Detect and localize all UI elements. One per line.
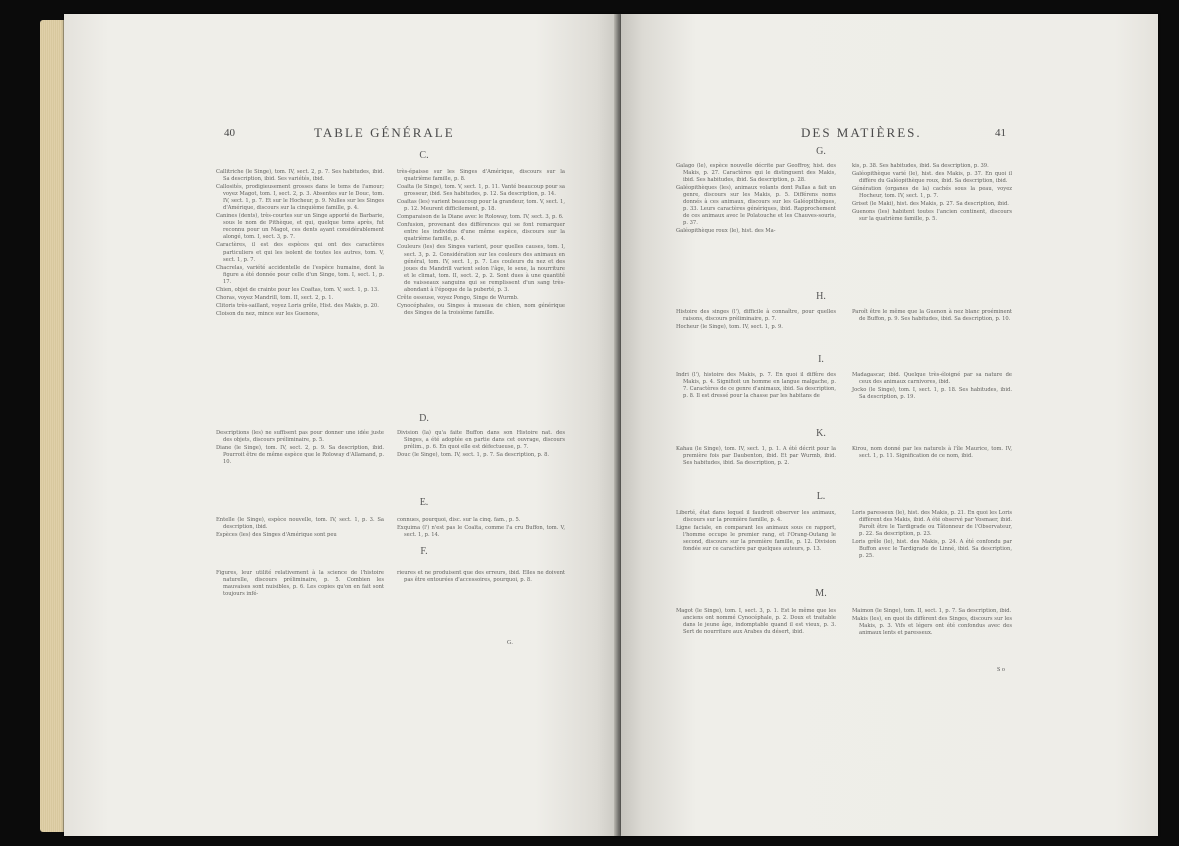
- running-head: TABLE GÉNÉRALE: [314, 125, 455, 140]
- index-entry: Kahau (le Singe), tom. IV, sect. 1, p. 1. A été décrit pour la première fois par Daubenton, ibid. Et par Wurmb, ibid. Ses habitudes, ibid. Sa description, p. 2.: [676, 446, 836, 467]
- index-entry: Coaïta (le Singe), tom. V, sect. 1, p. 11. Vanté beaucoup pour sa grosseur, ibid. Ses habitudes, p. 12. Sa description, p. 14.: [397, 184, 565, 198]
- section-l-column-1: [676, 510, 836, 554]
- index-entry: Jocko (le Singe), tom. I, sect. 1, p. 18. Ses habitudes, ibid. Sa description, p. 19.: [852, 387, 1012, 401]
- index-entry: Espèces (les) des Singes d'Amérique sont peu: [216, 532, 337, 539]
- page-number: 40: [224, 127, 235, 139]
- signature-mark: S o: [997, 667, 1005, 673]
- index-entry: kis, p. 38. Ses habitudes, ibid. Sa description, p. 39.: [852, 163, 989, 169]
- index-entry: Crête osseuse, voyez Pongo, Singe de Wurmb.: [397, 294, 519, 301]
- section-i-column-1: [676, 372, 836, 401]
- page-number: 41: [995, 127, 1006, 139]
- page-block-edge: [40, 20, 66, 832]
- index-entry: Cloison du nez, mince sur les Guenons,: [216, 310, 320, 317]
- index-entry: Loris grêle (le), hist. des Makis, p. 24. A été confondu par Buffon avec le Tardigrade de Linné, ibid. Sa description, p. 25.: [852, 539, 1012, 560]
- section-e-column-2: [397, 517, 565, 540]
- index-entry: Loris paresseux (le), hist. des Makis, p. 21. En quoi les Loris diffèrent des Makis, ibid. A été observé par Vosmaer, ibid. Paroît être le Tardigrade ou Tâtonneur de l'Observateur, p. 22. Sa description, p. 23.: [852, 510, 1012, 538]
- index-entry: Kirou, nom donné par les naturels à l'île Maurice, tom. IV, sect. 1, p. 11. Signification de ce nom, ibid.: [852, 446, 1012, 460]
- signature-mark: G.: [507, 640, 513, 646]
- index-entry: Maimon (le Singe), tom. II, sect. 1, p. 7. Sa description, ibid.: [852, 608, 1012, 614]
- section-g-column-2: [852, 163, 1012, 224]
- index-entry: très-épaisse sur les Singes d'Amérique, discours sur la quatrième famille, p. 8.: [397, 169, 565, 183]
- section-d-column-2: [397, 430, 565, 460]
- index-entry: Paroît être le même que la Guenon à nez blanc proéminent de Buffon, p. 9. Ses habitudes, ibid. Sa description, p. 10.: [852, 309, 1012, 323]
- running-head: DES MATIÈRES.: [801, 125, 922, 140]
- index-entry: Cynocéphales, ou Singes à museau de chien, nom générique des Singes de la troisième famille.: [397, 302, 565, 316]
- section-h-column-1: [676, 309, 836, 332]
- index-entry: Descriptions (les) ne suffisent pas pour donner une idée juste des objets, discours préliminaire, p. 5.: [216, 430, 384, 444]
- index-entry: Chacrelas, variété accidentelle de l'espèce humaine, dont la figure a été donnée pour celle d'un Singe, tom. I, sect. 1, p. 17.: [216, 264, 384, 285]
- index-entry: Figures, leur utilité relativement à la science de l'histoire naturelle, discours préliminaire, p. 5. Combien les mauvaises sont nuisibles, p. 6. Les copies qu'on en fait sont toujours infé-: [216, 570, 384, 598]
- index-entry: Makis (les), en quoi ils diffèrent des Singes, discours sur les Makis, p. 3. Vifs et légers ont été confondus avec des animaux lents et paresseux.: [852, 616, 1012, 637]
- section-c-column-2: [397, 169, 565, 318]
- index-entry: Callosités, prodigieusement grosses dans le tems de l'amour; voyez Magot, tom. I, sect. 2, p. 3. Absentes sur le Douc, tom. IV, sect. 1, p. 7. Et sur le Hocheur, p. 9. Nulles sur les Singes d'Amérique, discours sur la cinquième famille, p. 4.: [216, 184, 384, 212]
- section-d-column-1: [216, 430, 384, 467]
- index-entry: connues, pourquoi, disc. sur la cinq. fam., p. 5.: [397, 517, 521, 523]
- section-f-column-2: [397, 570, 565, 585]
- section-i-column-2: [852, 372, 1012, 402]
- index-entry: Chien, objet de crainte pour les Coaïtas, tom. V, sect. 1, p. 13.: [216, 286, 379, 293]
- section-l-column-2: [852, 510, 1012, 561]
- section-g-column-1: [676, 163, 836, 236]
- index-entry: Ligne faciale, en comparant les animaux sous ce rapport, l'homme occupe le premier rang, et l'Orang-Outang le second, discours sur la première famille, p. 12. Division fondée sur ce caractère par quelques auteurs, p. 13.: [676, 525, 836, 553]
- index-entry: Choras, voyez Mandrill, tom. II, sect. 2, p. 1.: [216, 294, 334, 301]
- section-k-column-2: [852, 446, 1012, 461]
- index-entry: Canines (dents), très-courtes sur un Singe apporté de Barbarie, sous le nom de Pithèque, et qui, quelque tems après, fut reconnu pour un Magot, ces dents ayant considérablement alongé, tom. I, sect. 3, p. 7.: [216, 213, 384, 241]
- index-entry: rieures et ne produisent que des erreurs, ibid. Elles ne doivent pas être entourées d'accessoires, pourquoi, p. 8.: [397, 570, 565, 584]
- index-entry: Confusion, provenant des différences qui se font remarquer entre les individus d'une même espèce, discours sur la quatrième famille, p. 4.: [397, 222, 565, 243]
- section-letter-g: G.: [816, 146, 826, 157]
- index-entry: Magot (le Singe), tom. I, sect. 3, p. 1. Est le même que les anciens ont nommé Cynocéphale, p. 2. Doux et traitable dans le jeune âge, indomptable quand il est vieux, p. 3. Sert de nourriture aux Arabes du désert, ibid.: [676, 608, 836, 636]
- section-letter-i: I.: [818, 354, 824, 365]
- right-page: [621, 14, 1158, 836]
- index-entry: Couleurs (les) des Singes varient, pour quelles causes, tom. I, sect. 3, p. 2. Considération sur les couleurs des animaux en général, tom. IV, sect. 1, p. 7. Les couleurs du nez et des joues du Mandrill varient selon l'âge, le sexe, la nourriture et le climat, tom. II, sect. 2, p. 2. Sont dues à une quantité de vaisseaux sanguins qui se remplissent d'un sang très-abondant à l'époque de la puberté, p. 3.: [397, 244, 565, 293]
- index-entry: Callitriche (le Singe), tom. IV, sect. 2, p. 7. Ses habitudes, ibid. Sa description, ibid. Ses variétés, ibid.: [216, 169, 384, 183]
- section-letter-l: L.: [816, 491, 826, 502]
- section-f-column-1: [216, 570, 384, 599]
- section-m-column-2: [852, 608, 1012, 638]
- index-entry: Galéopithèques (les), animaux volants dont Pallas a fait un genre, discours sur les Makis, p. 5. Différens noms donnés à ces animaux, discours sur les Galéopithèques, p. 33. Leurs caractères génériques, ibid. Rapprochement de ces animaux avec le Polatouche et les Chauves-souris, p. 37.: [676, 185, 836, 227]
- section-letter-e: E.: [419, 497, 429, 508]
- index-entry: Diane (le Singe), tom. IV, sect. 2, p. 9. Sa description, ibid. Pourroit être de même espèce que le Roloway d'Allamand, p. 10.: [216, 445, 384, 466]
- index-entry: Clitoris très-saillant, voyez Loris grêle, Hist. des Makis, p. 20.: [216, 302, 379, 309]
- section-letter-c: C.: [419, 150, 429, 161]
- index-entry: Galago (le), espèce nouvelle décrite par Geoffroy, hist. des Makis, p. 27. Caractères qui le distinguent des Makis, ibid. Ses habitudes, ibid. Sa description, p. 28.: [676, 163, 836, 184]
- index-entry: Génération (organes de la) cachés sous la peau, voyez Hocheur, tom. IV, sect. 1, p. 7.: [852, 186, 1012, 200]
- section-letter-h: H.: [816, 291, 826, 302]
- index-entry: Comparaison de la Diane avec le Roloway, tom. IV, sect. 3, p. 6.: [397, 214, 564, 221]
- section-c-column-1: [216, 169, 384, 319]
- section-k-column-1: [676, 446, 836, 468]
- index-entry: Indri (l'), histoire des Makis, p. 7. En quoi il diffère des Makis, p. 4. Signifioit un homme en langue malgache, p. 7. Caractères de ce genre d'animaux, ibid. Sa description, p. 8. Il est dressé pour la chasse par les habitans de: [676, 372, 836, 400]
- index-entry: Griset (le Maki), hist. des Makis, p. 27. Sa description, ibid.: [852, 201, 1009, 208]
- index-entry: Caractères, il est des espèces qui ont des caractères particuliers et qui les isolent de toutes les autres, tom. V, sect. 1, p. 7.: [216, 242, 384, 263]
- section-h-column-2: [852, 309, 1012, 324]
- index-entry: Division (la) qu'a faite Buffon dans son Histoire nat. des Singes, a été adoptée en partie dans cet ouvrage, discours prélim., p. 6. En quoi elle est défectueuse, p. 7.: [397, 430, 565, 451]
- index-entry: Galéopithèque roux (le), hist. des Ma-: [676, 228, 776, 235]
- section-letter-k: K.: [816, 428, 826, 439]
- section-letter-d: D.: [419, 413, 429, 424]
- index-entry: Entelle (le Singe), espèce nouvelle, tom. IV, sect. 1, p. 3. Sa description, ibid.: [216, 517, 384, 531]
- section-letter-m: M.: [815, 588, 827, 599]
- index-entry: Exquima (l') n'est pas le Coaïta, comme l'a cru Buffon, tom. V, sect. 1, p. 14.: [397, 525, 565, 539]
- left-page: [64, 14, 619, 836]
- index-entry: Hocheur (le Singe), tom. IV, sect. 1, p. 9.: [676, 324, 783, 331]
- section-m-column-1: [676, 608, 836, 637]
- index-entry: Guenons (les) habitent toutes l'ancien continent, discours sur la quatrième famille, p. 5.: [852, 209, 1012, 223]
- index-entry: Madagascar, ibid. Quelque très-éloigné par sa nature de ceux des animaux carnivores, ibid.: [852, 372, 1012, 386]
- index-entry: Coaïtas (les) varient beaucoup pour la grandeur, tom. V, sect. 1, p. 12. Meurent difficilement, p. 18.: [397, 199, 565, 213]
- section-e-column-1: [216, 517, 384, 540]
- open-book: [40, 14, 1158, 838]
- section-letter-f: F.: [420, 546, 428, 557]
- index-entry: Liberté, état dans lequel il faudroit observer les animaux, discours sur la première famille, p. 4.: [676, 510, 836, 524]
- index-entry: Douc (le Singe), tom. IV, sect. 1, p. 7. Sa description, p. 8.: [397, 452, 550, 459]
- index-entry: Galéopithèque varié (le), hist. des Makis, p. 37. En quoi il diffère du Galéopithèque roux, ibid. Sa description, ibid.: [852, 171, 1012, 185]
- index-entry: Histoire des singes (l'), difficile à connaître, pour quelles raisons, discours préliminaire, p. 7.: [676, 309, 836, 323]
